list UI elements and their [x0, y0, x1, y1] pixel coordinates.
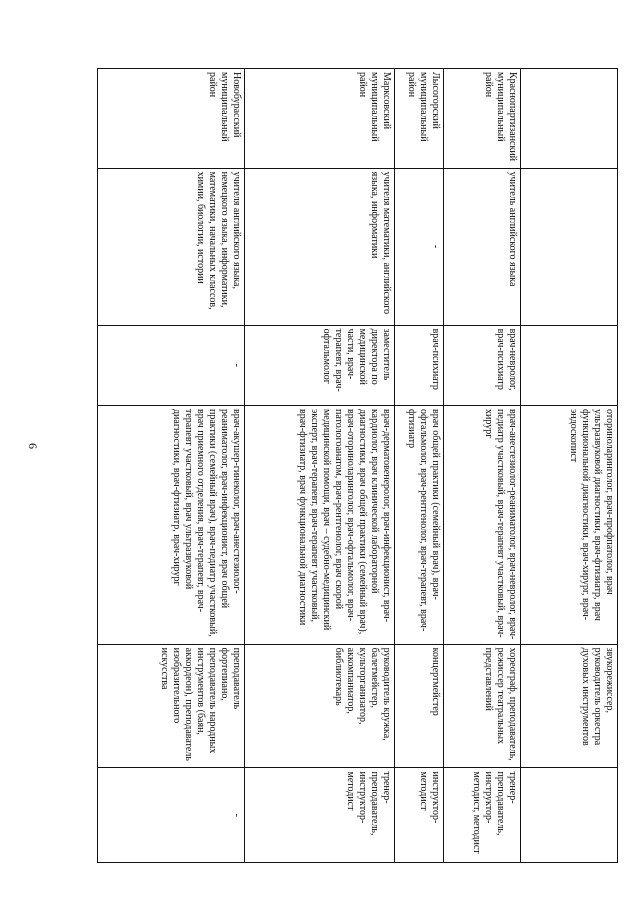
- doctors-a-cell: [521, 325, 618, 405]
- sport-cell: -: [98, 768, 245, 863]
- district-cell: Лысогорский муниципальный район: [395, 69, 444, 169]
- district-staff-table: [97, 68, 618, 863]
- district-cell: Новобурасский муниципальный район: [98, 69, 245, 169]
- doctors-b-cell: врач-дерматовенеролог, врач-инфекционист, врач-кардиолог, врач клинической лабораторной диагностики, врач общей практики (семейный врач), врач-оториноларинголог, врач-офтальмолог, врач-патологоанатом, врач-рентгенолог, врач скорой медицинской помощи, врач – судебно-медицинский эксперт, врач-терапевт, врач-терапевт участковый, врач-фтизиатр, врач функциональной диагностики: [245, 405, 395, 644]
- doctors-a-cell: врач-психиатр: [395, 325, 444, 405]
- teachers-cell: учитель английского языка: [444, 168, 521, 325]
- culture-cell: концертмейстер: [395, 644, 444, 768]
- doctors-b-cell: врач-анестезиолог-реаниматолог, врач-невролог, врач-педиатр участковый, врач-терапевт участковый, врач-хирург: [444, 405, 521, 644]
- table-row: [521, 69, 618, 863]
- culture-cell: преподаватель фортепиано, преподаватель народных инструментов (баян, аккордеон), преподаватель изобразительного искусства: [98, 644, 245, 768]
- table-row: [395, 69, 444, 863]
- culture-cell: руководитель кружка, балетмейстер, культорганизатор, аккомпаниатор, библиотекарь: [245, 644, 395, 768]
- doctors-a-cell: заместитель директора по медицинской части, врач-терапевт, врач-офтальмолог: [245, 325, 395, 405]
- sport-cell: [521, 768, 618, 863]
- doctors-a-cell: врач-невролог, врач-психиатр: [444, 325, 521, 405]
- doctors-b-cell: оториноларинголог, врач-профпатолог, врач ультразвуковой диагностики, врач-фтизиатр, врач функциональной диагностики, врач-хирург, врач-эндоскопист: [521, 405, 618, 644]
- sport-cell: тренер-преподаватель, инструктор-методист: [245, 768, 395, 863]
- district-cell: [521, 69, 618, 169]
- district-cell: Марксовский муниципальный район: [245, 69, 395, 169]
- rotated-table-container: [98, 68, 618, 863]
- doctors-a-cell: -: [98, 325, 245, 405]
- table-row: [444, 69, 521, 863]
- culture-cell: звукорежиссер, руководитель оркестра духовых инструментов: [521, 644, 618, 768]
- table-row: [245, 69, 395, 863]
- teachers-cell: учителя математики, английского языка, информатики: [245, 168, 395, 325]
- teachers-cell: учителя английского языка, немецкого языка, информатики, математики, начальных классов, химии, биологии, истории: [98, 168, 245, 325]
- sport-cell: инструктор-методист: [395, 768, 444, 863]
- table-row: [98, 69, 245, 863]
- culture-cell: хореограф, преподаватель, режиссер театральных представлений: [444, 644, 521, 768]
- doctors-b-cell: врач-акушер-гинеколог, врач-анестезиолог-реаниматолог, врач-инфекционист, врач общей практики (семейный врач), врач-педиатр участковый, врач приемного отделения, врач-терапевт, врач-терапевт участковый, врач ультразвуковой диагностики, врач-фтизиатр, врач-хирург: [98, 405, 245, 644]
- teachers-cell: -: [395, 168, 444, 325]
- sport-cell: тренер-преподаватель, инструктор-методист, методист: [444, 768, 521, 863]
- teachers-cell: [521, 168, 618, 325]
- page-number: 6: [26, 443, 40, 449]
- district-cell: Краснопартизанский муниципальный район: [444, 69, 521, 169]
- doctors-b-cell: врач общей практики (семейный врач), врач-офтальмолог, врач-рентгенолог, врач-терапевт, врач-фтизиатр: [395, 405, 444, 644]
